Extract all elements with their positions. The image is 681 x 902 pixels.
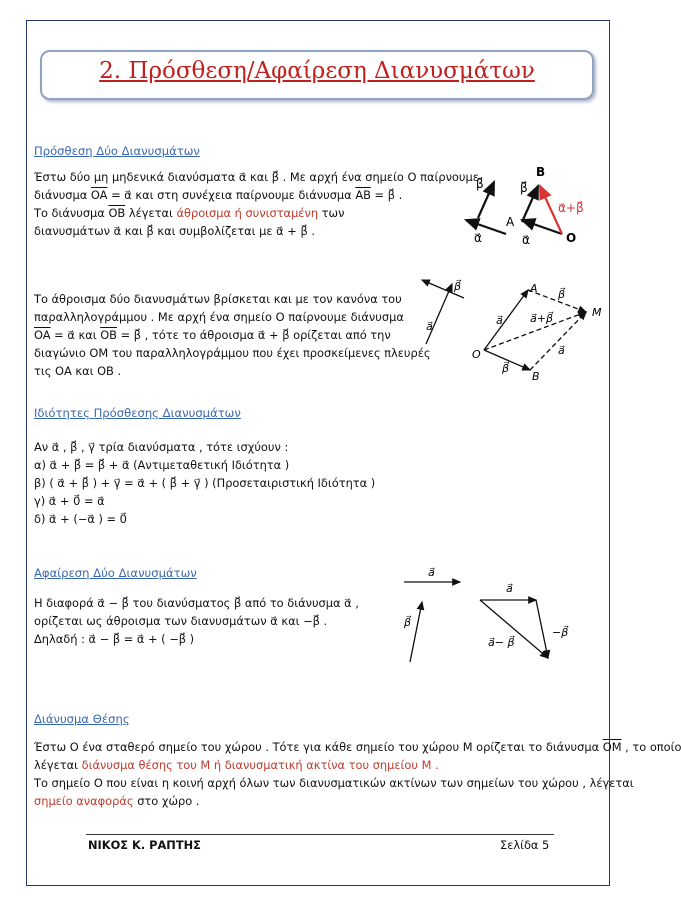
s3-line1: Αν α⃗ , β⃗ , γ⃗ τρία διανύσματα , τότε ισχύουν : <box>34 440 289 454</box>
title-box <box>40 50 594 100</box>
fig1-sum-label: α⃗+β⃗ <box>558 201 584 215</box>
fig2-point-a: A <box>530 282 538 295</box>
s2-line4: διαγώνιο ΟΜ του παραλληλογράμμου που έχει προσκείμενες πλευρές <box>34 346 431 360</box>
s3-property-a: α) α⃗ + β⃗ = β⃗ + α⃗ (Αντιμεταθετική Ιδιότητα ) <box>34 458 290 472</box>
fig1-beta-label: β⃗ <box>476 177 484 191</box>
s3-property-b: β) ( α⃗ + β⃗ ) + γ⃗ = α⃗ + ( β⃗ + γ⃗ ) (Προσεταιριστική Ιδιότητα ) <box>34 476 376 490</box>
fig2-beta-top: β⃗ <box>558 288 566 301</box>
fig1-alpha-label-2: α⃗ <box>522 233 530 247</box>
section-heading-properties: Ιδιότητες Πρόσθεσης Διανυσμάτων <box>34 406 241 420</box>
s1-line2: διάνυσμα $\overline{OA}$ = α⃗ και στη συνέχεια παίρνουμε διάνυσμα $\overline{AB}$ = β⃗ . <box>34 188 403 202</box>
s3-property-c: γ) α⃗ + 0⃗ = α⃗ <box>34 494 105 508</box>
fig2-beta-label: β⃗ <box>454 280 462 293</box>
s5-line1: Έστω Ο ένα σταθερό σημείο του χώρου . Τότε για κάθε σημείο του χώρου Μ ορίζεται το διάνυσμα $\overline{OM}$ , το οποίο <box>34 740 681 754</box>
fig3-alpha-label-2: a⃗ <box>506 582 513 595</box>
subtraction-figure <box>396 562 586 672</box>
footer-author: ΝΙΚΟΣ Κ. ΡΑΠΤΗΣ <box>88 838 201 852</box>
footer-page-number: Σελίδα 5 <box>500 838 550 852</box>
s2-line2: παραλληλογράμμου . Με αρχή ένα σημείο Ο παίρνουμε διάνυσμα <box>34 310 404 324</box>
fig3-alpha-label: a⃗ <box>428 566 435 579</box>
s4-line2: ορίζεται ως άθροισμα των διανυσμάτων α⃗ και −β⃗ . <box>34 614 328 628</box>
fig1-beta-label-2: β⃗ <box>520 181 528 195</box>
fig2-point-o: O <box>472 348 481 361</box>
s5-line2: λέγεται διάνυσμα θέσης του Μ ή διανυσματική ακτίνα του σημείου Μ . <box>34 758 439 772</box>
s4-line3: Δηλαδή : α⃗ − β⃗ = α⃗ + ( −β⃗ ) <box>34 632 195 646</box>
page-title: 2. Πρόσθεση/Αφαίρεση Διανυσμάτων <box>99 58 535 84</box>
fig2-sum-label: a⃗+β⃗ <box>530 312 553 325</box>
fig2-alpha-oa: a⃗ <box>496 314 503 327</box>
fig1-point-o: O <box>566 231 577 245</box>
fig2-point-b: B <box>532 370 540 383</box>
fig3-beta-label: β⃗ <box>404 616 412 629</box>
fig1-alpha-label: α⃗ <box>474 231 482 245</box>
fig2-alpha-label: a⃗ <box>426 320 433 333</box>
footer-divider <box>86 834 554 835</box>
s1-line3: Το διάνυσμα $\overline{OB}$ λέγεται άθροισμα ή συνισταμένη των <box>34 206 345 220</box>
section-heading-addition: Πρόσθεση Δύο Διανυσμάτων <box>34 144 200 158</box>
fig2-alpha-bm: a⃗ <box>558 344 565 357</box>
s2-line5: τις ΟΑ και ΟΒ . <box>34 364 122 378</box>
s1-line1: Έστω δύο μη μηδενικά διανύσματα α⃗ και β⃗ . Με αρχή ένα σημείο Ο παίρνουμε <box>34 170 479 184</box>
s2-line1: Το άθροισμα δύο διανυσμάτων βρίσκεται και με τον κανόνα του <box>34 292 402 306</box>
section-heading-subtraction: Αφαίρεση Δύο Διανυσμάτων <box>34 566 197 580</box>
fig1-point-b: B <box>536 165 546 179</box>
fig2-point-m: M <box>592 306 602 319</box>
parallelogram-figure <box>410 272 610 384</box>
section-heading-position-vector: Διάνυσμα Θέσης <box>34 712 130 726</box>
vector-sum-figure <box>460 162 600 252</box>
s2-line3: $\overline{OA}$ = α⃗ και $\overline{OB}$ = β⃗ , τότε το άθροισμα α⃗ + β⃗ ορίζεται από την <box>34 328 391 342</box>
s4-line1: Η διαφορά α⃗ − β⃗ του διανύσματος β⃗ από το διάνυσμα α⃗ , <box>34 596 359 610</box>
fig2-beta-ob: β⃗ <box>502 362 510 375</box>
s1-line4: διανυσμάτων α⃗ και β⃗ και συμβολίζεται με α⃗ + β⃗ . <box>34 224 315 238</box>
fig1-point-a: A <box>506 215 515 229</box>
s5-line3: Το σημείο Ο που είναι η κοινή αρχή όλων των διανυσματικών ακτίνων των σημείων του χώρου , λέγεται <box>34 776 634 790</box>
s5-line4: σημείο αναφοράς στο χώρο . <box>34 794 200 808</box>
s3-property-d: δ) α⃗ + (−α⃗ ) = 0⃗ <box>34 512 127 526</box>
fig3-diff-label: a⃗− β⃗ <box>488 636 515 649</box>
fig3-neg-beta-label: −β⃗ <box>552 626 569 639</box>
